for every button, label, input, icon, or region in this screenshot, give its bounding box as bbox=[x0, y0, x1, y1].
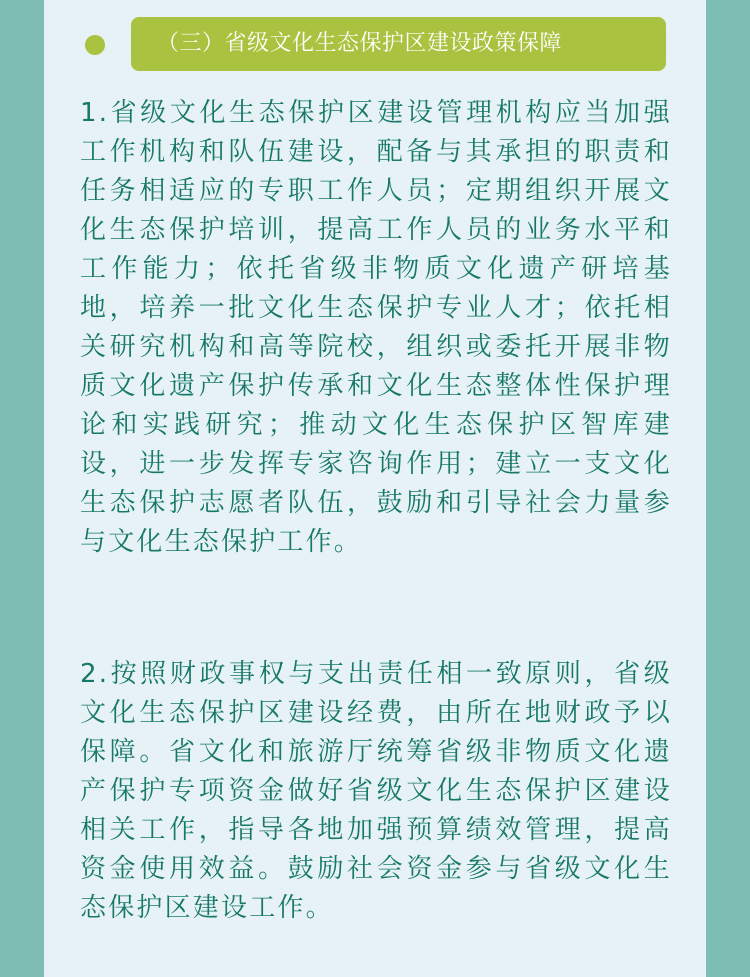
paragraph-1: 1.省级文化生态保护区建设管理机构应当加强工作机构和队伍建设，配备与其承担的职责和任务相适应的专职工作人员；定期组织开展文化生态保护培训，提高工作人员的业务水平和工作能力；依托省级非物质文化遗产研培基地，培养一批文化生态保护专业人才；依托相关研究机构和高等院校，组织或委托开展非物质文化遗产保护传承和文化生态整体性保护理论和实践研究；推动文化生态保护区智库建设，进一步发挥专家咨询作用；建立一支文化生态保护志愿者队伍，鼓励和引导社会力量参与文化生态保护工作。 bbox=[80, 98, 672, 557]
bullet-dot bbox=[85, 35, 105, 55]
section-title: （三）省级文化生态保护区建设政策保障 bbox=[131, 17, 666, 71]
paragraph-2: 2.按照财政事权与支出责任相一致原则，省级文化生态保护区建设经费，由所在地财政予以保障。省文化和旅游厅统筹省级非物质文化遗产保护专项资金做好省级文化生态保护区建设相关工作，指导各地加强预算绩效管理，提高资金使用效益。鼓励社会资金参与省级文化生态保护区建设工作。 bbox=[80, 659, 672, 923]
